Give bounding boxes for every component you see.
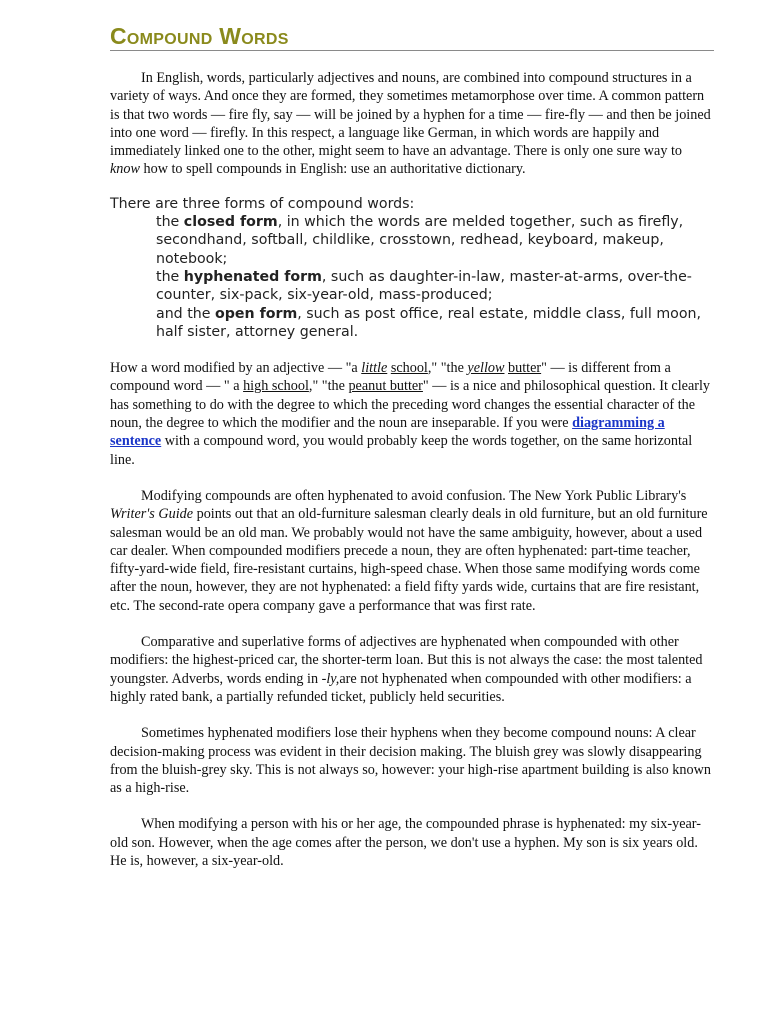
text: ," "the	[427, 360, 468, 377]
text: , such as daughter-in-law, master-at-arms, over-the-counter, six-pack, six-year-old, mass-produced;	[156, 268, 692, 304]
text: with a compound word, you would probably keep the words together, on the same horizontal line.	[110, 433, 693, 468]
text: In English, words, particularly adjectives and nouns, are combined into compound structures in a variety of ways. And once they are formed, they sometimes metamorphose over time. A common pattern is that two words — fire fly, say — will be joined by a hyphen for a time — fire-fly — and then be joined into one word — firefly. In this respect, a language like German, in which words are happily and immediately linked one to the other, might seem to have an advantage. There is only one sure way to	[110, 70, 711, 160]
text: the	[156, 214, 184, 231]
emphasis-text: little	[361, 360, 388, 377]
emphasis-text: -ly,	[321, 670, 340, 687]
paragraph-age-modifiers: When modifying a person with his or her age, the compounded phrase is hyphenated: my six-year-old son. However, when the age comes after the person, we don't use a hyphen. My son is six years old. He is, however, a six-year-old.	[110, 816, 701, 869]
paragraph-intro	[110, 69, 714, 179]
text: , such as post office, real estate, middle class, full moon, half sister, attorney general.	[156, 305, 701, 340]
page-title: Compound Words	[110, 22, 714, 51]
diagramming-sentence-link[interactable]: diagramming a sentence	[110, 415, 665, 450]
bold-term: closed form	[183, 214, 278, 231]
text: and the	[156, 305, 215, 322]
underlined-word: butter	[508, 360, 542, 377]
text: " — is a nice and philosophical question. It clearly has something to do with the degree to which the preceding word changes the essential character of the noun, the degree to which the modifier and the noun are inseparable. If you were	[110, 378, 711, 432]
list-item-open-form	[156, 305, 714, 342]
emphasis-text: Writer's Guide	[110, 506, 194, 523]
text: Modifying compounds are often hyphenated to avoid confusion. The New York Public Library's	[141, 487, 687, 504]
text: are not hyphenated when compounded with other modifiers: a highly rated bank, a partially refunded ticket, publicly held securities.	[110, 670, 692, 705]
text: How a word modified by an adjective — "a	[110, 360, 362, 377]
paragraph-hyphens-lost: Sometimes hyphenated modifiers lose their hyphens when they become compound nouns: A clear decision-making process was evident in their decision making. The bluish grey was slowly disappearing from the bluish-grey sky. This is not always so, however: your high-rise apartment building is also known as a high-rise.	[110, 725, 711, 797]
underlined-word	[361, 360, 387, 376]
text: " — is different from a compound word — " a	[110, 360, 671, 395]
text: the	[156, 268, 184, 285]
emphasis-text: know	[110, 161, 140, 178]
paragraph-adjective-vs-compound	[110, 359, 714, 469]
text: ," "the	[308, 378, 349, 395]
compound-forms-list	[110, 195, 714, 341]
text: Comparative and superlative forms of adjectives are hyphenated when compounded with other modifiers: the highest-priced car, the shorter-term loan. But this is not always the case: the most talented youngster. Adverbs, words ending in	[110, 634, 703, 687]
bold-term: open form	[215, 305, 298, 322]
underlined-word	[467, 360, 504, 376]
paragraph-modifying-compounds	[110, 487, 714, 615]
underlined-word: peanut butter	[348, 378, 423, 395]
underlined-word: school	[390, 360, 428, 377]
underlined-word: high school	[243, 378, 309, 395]
text: how to spell compounds in English: use an authoritative dictionary.	[139, 161, 526, 178]
forms-intro: There are three forms of compound words:	[110, 195, 415, 212]
emphasis-text: yellow	[467, 360, 505, 377]
text: points out that an old-furniture salesman clearly deals in old furniture, but an old furniture salesman would be an old man. We probably would not have the same ambiguity, however, about a used car dealer. When compounded modifiers precede a noun, they are often hyphenated: part-time teacher, fifty-yard-wide field, fire-resistant curtains, high-speed chase. When those same modifying words come after the noun, however, they are not hyphenated: a field fifty yards wide, curtains that are fire resistant, etc. The second-rate opera company gave a performance that was first rate.	[110, 506, 708, 614]
bold-term: hyphenated form	[183, 268, 322, 285]
document-page	[110, 22, 714, 870]
list-item-hyphenated-form	[156, 268, 714, 305]
paragraph-comparative-superlative	[110, 633, 714, 706]
text: , in which the words are melded together, such as firefly, secondhand, softball, childlike, crosstown, redhead, keyboard, makeup, notebook;	[156, 214, 684, 267]
list-item-closed-form	[156, 213, 714, 268]
